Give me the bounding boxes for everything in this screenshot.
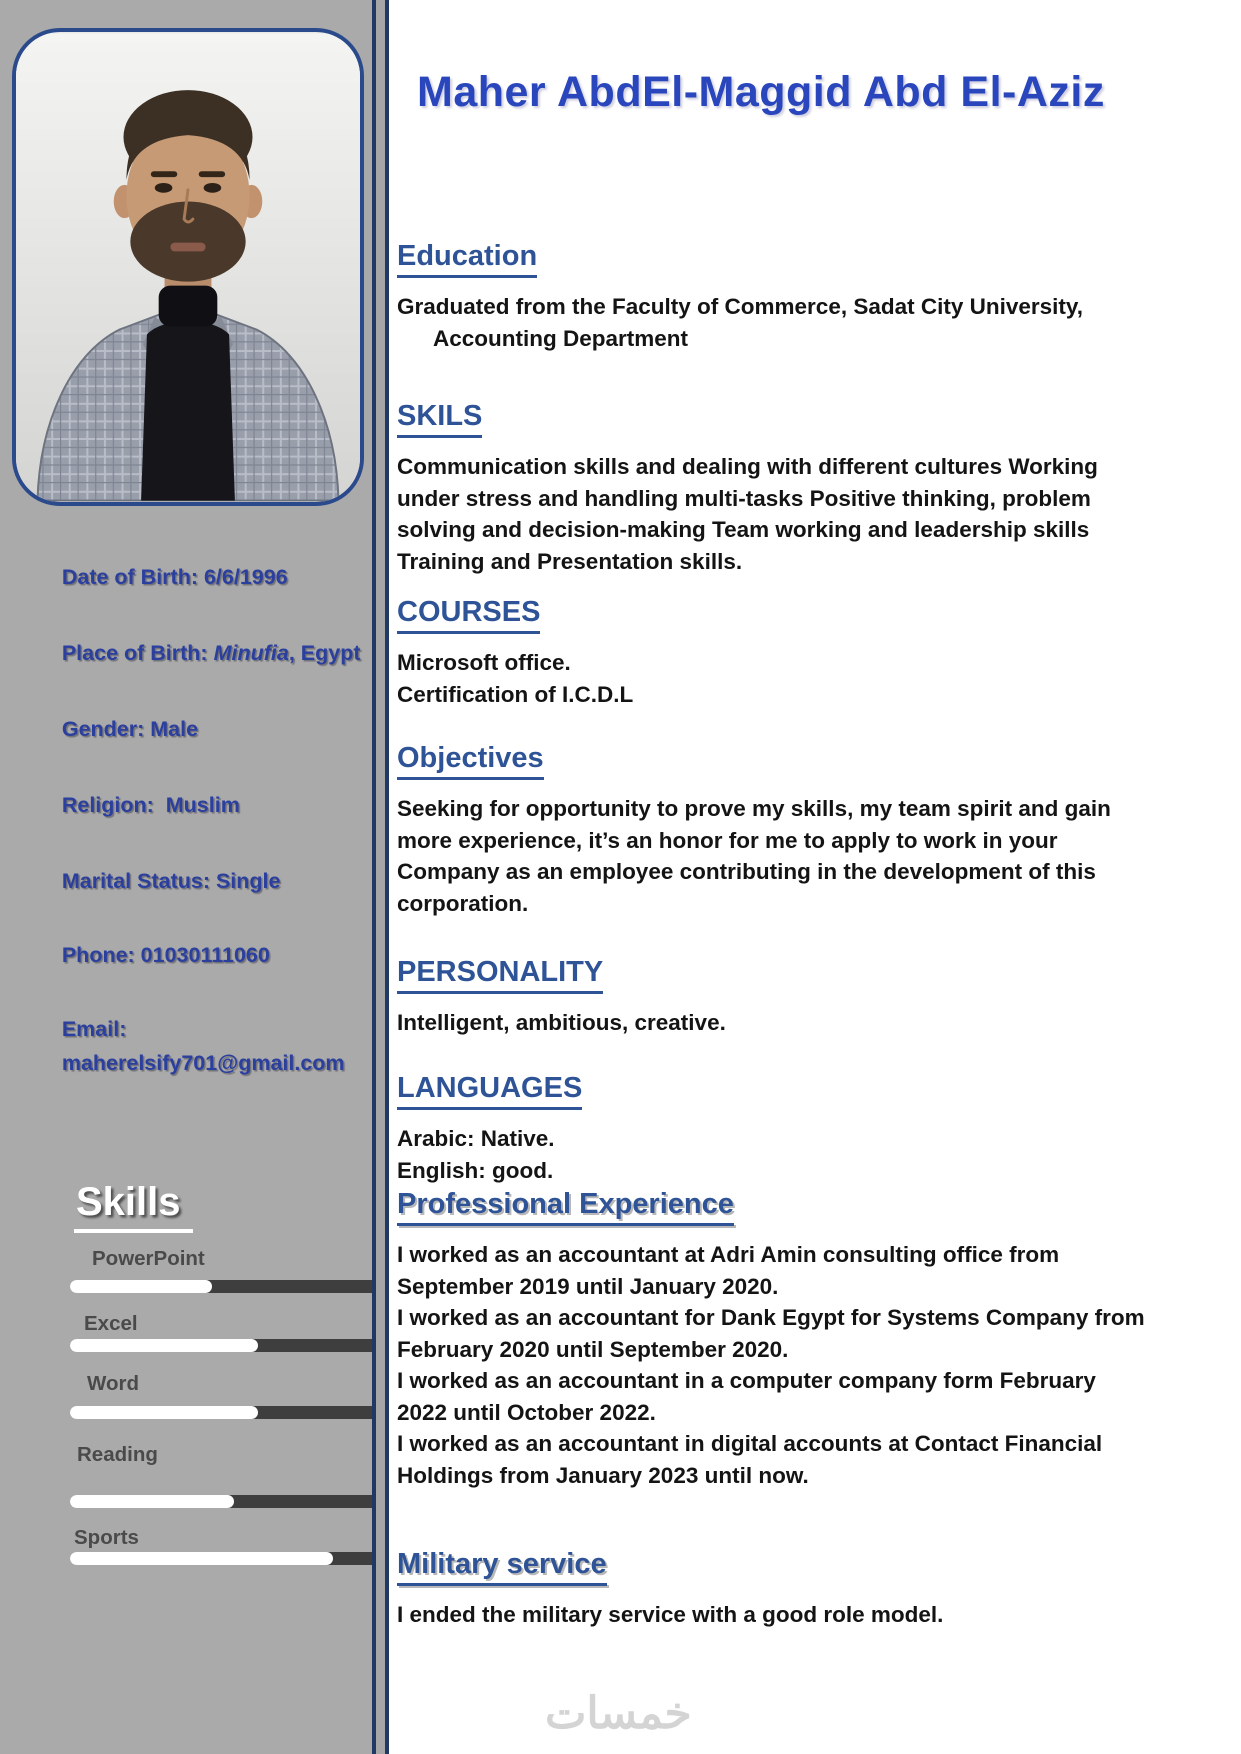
section-professional-experience	[397, 1188, 1145, 1491]
skill-label-excel: Excel	[84, 1312, 138, 1335]
section-body	[397, 291, 1083, 354]
text-line: corporation.	[397, 890, 529, 916]
text-line: Certification of I.C.D.L	[397, 681, 634, 707]
detail-marital-status	[26, 844, 280, 919]
detail-religion	[26, 768, 240, 843]
skill-bar-fill	[70, 1280, 212, 1293]
detail-value-italic: Minufia	[213, 641, 289, 665]
detail-text: Gender: Male	[61, 717, 199, 741]
text-line: I ended the military service with a good role model.	[397, 1602, 944, 1627]
text-line: Microsoft office.	[397, 650, 571, 675]
skill-bar-fill	[70, 1552, 333, 1565]
detail-place-of-birth	[26, 616, 360, 691]
section-body	[397, 451, 1098, 577]
text-line: Seeking for opportunity to prove my skills, my team spirit and gain	[397, 796, 1111, 821]
skill-bar-excel	[70, 1339, 379, 1352]
skill-bar-reading	[70, 1495, 379, 1508]
section-heading: COURSES	[397, 596, 540, 634]
text-line: Arabic: Native.	[397, 1126, 555, 1151]
text-line: English: good.	[397, 1157, 554, 1183]
detail-text: Marital Status: Single	[61, 869, 281, 893]
text-line: Intelligent, ambitious, creative.	[397, 1010, 726, 1035]
watermark: خمسات	[545, 1689, 692, 1738]
text-line: Graduated from the Faculty of Commerce, Sadat City University,	[397, 294, 1083, 319]
section-body	[397, 1599, 943, 1631]
skill-bar-powerpoint	[70, 1280, 379, 1293]
section-heading: Education	[397, 240, 537, 278]
section-heading: Professional Experience	[397, 1188, 734, 1226]
section-languages	[397, 1072, 582, 1186]
skill-label-powerpoint: PowerPoint	[92, 1247, 205, 1270]
section-objectives	[397, 742, 1111, 919]
page-title: Maher AbdEl-Maggid Abd El-Aziz	[417, 68, 1105, 116]
detail-text: Email:	[61, 1017, 127, 1041]
skill-label-word: Word	[87, 1372, 140, 1395]
text-line: Holdings from January 2023 until now.	[397, 1462, 809, 1488]
sidebar	[0, 0, 372, 1754]
section-courses	[397, 596, 633, 710]
text-line: Company as an employee contributing in the development of this	[397, 859, 1096, 884]
detail-text: Date of Birth: 6/6/1996	[61, 565, 288, 589]
detail-label: Place of Birth:	[61, 641, 214, 665]
section-body	[397, 1007, 726, 1039]
text-line: I worked as an accountant in a computer company form February	[397, 1368, 1096, 1393]
skill-label-sports: Sports	[74, 1526, 139, 1549]
detail-text: Phone: 01030111060	[61, 943, 270, 967]
vertical-divider	[372, 0, 389, 1754]
skill-bar-fill	[70, 1339, 258, 1352]
text-line: 2022 until October 2022.	[397, 1399, 656, 1425]
detail-email-address	[26, 1026, 345, 1101]
skill-bar-fill	[70, 1406, 258, 1419]
skill-bar-fill	[70, 1495, 234, 1508]
text-line: February 2020 until September 2020.	[397, 1336, 789, 1362]
section-skills	[397, 400, 1098, 577]
section-military-service	[397, 1548, 943, 1631]
email-address: maherelsify701@gmail.com	[61, 1051, 345, 1075]
section-heading: Objectives	[397, 742, 544, 780]
detail-text: Religion: Muslim	[61, 793, 240, 817]
detail-date-of-birth	[26, 540, 288, 615]
main-content	[389, 0, 1241, 1754]
skill-bar-word	[70, 1406, 379, 1419]
skill-label-reading: Reading	[77, 1443, 158, 1466]
section-heading: Military service	[397, 1548, 607, 1586]
section-heading: PERSONALITY	[397, 956, 603, 994]
section-personality	[397, 956, 726, 1039]
portrait-photo	[12, 28, 364, 506]
text-line: Training and Presentation skills.	[397, 548, 743, 574]
section-heading: SKILS	[397, 400, 482, 438]
detail-gender	[26, 692, 198, 767]
text-line: September 2019 until January 2020.	[397, 1273, 779, 1299]
text-line: I worked as an accountant at Adri Amin consulting office from	[397, 1242, 1060, 1267]
section-education	[397, 240, 1083, 354]
detail-phone	[26, 918, 270, 993]
detail-suffix: , Egypt	[288, 641, 361, 665]
text-line: Accounting Department	[433, 325, 689, 351]
text-line: solving and decision-making Team working and leadership skills	[397, 517, 1090, 542]
skill-bar-sports	[70, 1552, 379, 1565]
section-heading: LANGUAGES	[397, 1072, 582, 1110]
text-line: I worked as an accountant in digital accounts at Contact Financial	[397, 1431, 1103, 1456]
skills-sidebar-heading: Skills	[74, 1180, 193, 1233]
section-body	[397, 1239, 1145, 1491]
text-line: Communication skills and dealing with different cultures Working	[397, 454, 1098, 479]
section-body	[397, 793, 1111, 919]
portrait-illustration	[16, 32, 360, 502]
section-body	[397, 1123, 582, 1186]
text-line: under stress and handling multi-tasks Positive thinking, problem	[397, 485, 1091, 511]
text-line: more experience, it’s an honor for me to apply to work in your	[397, 827, 1058, 853]
section-body	[397, 647, 633, 710]
text-line: I worked as an accountant for Dank Egypt for Systems Company from	[397, 1305, 1145, 1330]
